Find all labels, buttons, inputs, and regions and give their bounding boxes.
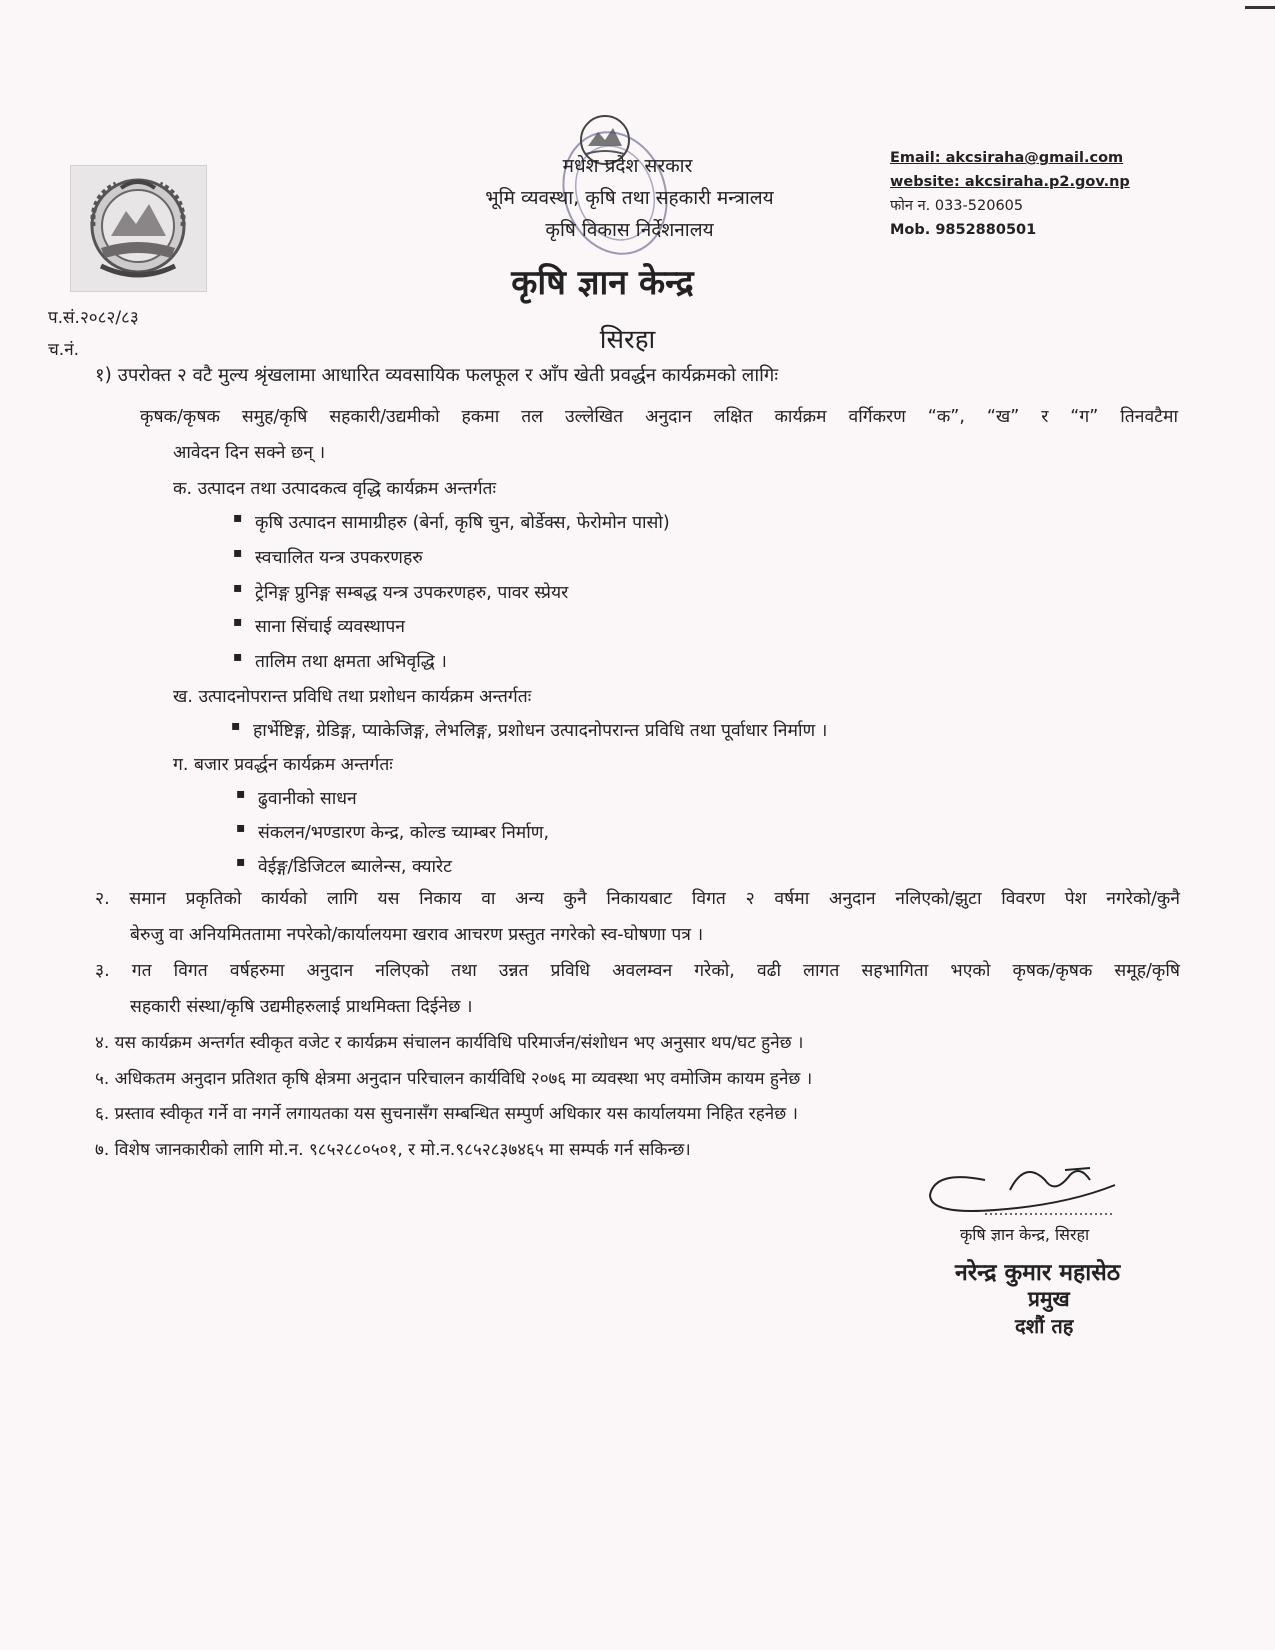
signatory-name: नरेन्द्र कुमार महासेठ <box>955 1260 1121 1286</box>
item-7: ७. विशेष जानकारीको लागि मो.न. ९८५२८८०५०१, र मो.न.९८५२८३७४६५ मा सम्पर्क गर्न सकिन्छ। <box>95 1140 691 1160</box>
list-item: ▪ ढुवानीको साधन <box>258 786 357 810</box>
contact-phone: फोन न. 033-520605 <box>890 198 1024 214</box>
contact-mobile: Mob. 9852880501 <box>890 222 1037 238</box>
section-ka-heading: क. उत्पादन तथा उत्पादकत्व वृद्धि कार्यक्रम अन्तर्गतः <box>173 479 497 499</box>
list-item: ▪ हार्भेष्टिङ्ग, ग्रेडिङ्ग, प्याकेजिङ्ग, लेभलिङ्ग, प्रशोधन उत्पादनोपरान्त प्रविधि तथा पूर्वाधार निर्माण । <box>253 718 827 742</box>
list-item: ▪ वेईङ्ग/डिजिटल ब्यालेन्स, क्यारेट <box>258 854 452 878</box>
item-2-line-1: २. समान प्रकृतिको कार्यको लागि यस निकाय वा अन्य कुनै निकायबाट विगत २ वर्षमा अनुदान नलिएको/झुटा विवरण पेश नगरेको/कुनै <box>95 889 1180 909</box>
intro-line-1: कृषक/कृषक समुह/कृषि सहकारी/उद्यमीको हकमा तल उल्लेखित अनुदान लक्षित कार्यक्रम वर्गिकरण “क”, “ख” र “ग” तिनवटैमा <box>140 407 1178 427</box>
list-item: ▪ तालिम तथा क्षमता अभिवृद्धि । <box>255 649 447 673</box>
list-item: ▪ ट्रेनिङ्ग प्रुनिङ्ग सम्बद्ध यन्त्र उपकरणहरु, पावर स्प्रेयर <box>255 580 568 604</box>
section-ga-heading: ग. बजार प्रवर्द्धन कार्यक्रम अन्तर्गतः <box>173 755 393 775</box>
handwritten-signature-icon <box>915 1150 1155 1220</box>
section-kha-heading: ख. उत्पादनोपरान्त प्रविधि तथा प्रशोधन कार्यक्रम अन्तर्गतः <box>173 687 532 707</box>
item-4: ४. यस कार्यक्रम अन्तर्गत स्वीकृत वजेट र कार्यक्रम संचालन कार्यविधि परिमार्जन/संशोधन भए अनुसार थप/घट हुनेछ । <box>95 1033 804 1053</box>
office-title: कृषि ज्ञान केन्द्र <box>511 263 694 303</box>
list-item: ▪ कृषि उत्पादन सामाग्रीहरु (बेर्ना, कृषि चुन, बोर्डेक्स, फेरोमोन पासो) <box>255 510 670 534</box>
signature-office: कृषि ज्ञान केन्द्र, सिरहा <box>960 1225 1090 1244</box>
item-5: ५. अधिकतम अनुदान प्रतिशत कृषि क्षेत्रमा अनुदान परिचालन कार्यविधि २०७६ मा व्यवस्था भए वमोजिम कायम हुनेछ । <box>95 1069 813 1089</box>
item-1-heading: १) उपरोक्त २ वटै मुल्य श्रृंखलामा आधारित व्यवसायिक फलफूल र आँप खेती प्रवर्द्धन कार्यक्रमको लागिः <box>95 365 779 386</box>
directorate-name: कृषि विकास निर्देशनालय <box>545 219 714 241</box>
signatory-title: प्रमुख <box>1028 1287 1070 1311</box>
letter-number: प.सं.२०८२/८३ <box>48 308 139 328</box>
office-district: सिरहा <box>599 325 656 355</box>
contact-website: website: akcsiraha.p2.gov.np <box>890 174 1130 190</box>
list-item: ▪ साना सिंचाई व्यवस्थापन <box>255 614 405 638</box>
scan-edge-mark <box>1245 6 1275 9</box>
signatory-level: दशौं तह <box>1015 1314 1074 1338</box>
list-item: ▪ संकलन/भण्डारण केन्द्र, कोल्ड च्याम्बर निर्माण, <box>258 820 549 844</box>
province-government: मधेश प्रदेश सरकार <box>562 155 693 177</box>
item-6: ६. प्रस्ताव स्वीकृत गर्ने वा नगर्ने लगायतका यस सुचनासँग सम्बन्धित सम्पुर्ण अधिकार यस कार्यालयमा निहित रहनेछ । <box>95 1104 798 1124</box>
contact-email: Email: akcsiraha@gmail.com <box>890 150 1124 166</box>
item-2-line-2: बेरुजु वा अनियमिततामा नपरेको/कार्यालयमा खराव आचरण प्रस्तुत नगरेको स्व-घोषणा पत्र । <box>130 925 704 945</box>
item-3-line-2: सहकारी संस्था/कृषि उद्यमीहरुलाई प्राथमिक्ता दिईनेछ । <box>130 997 473 1017</box>
item-3-line-1: ३. गत विगत वर्षहरुमा अनुदान नलिएको तथा उन्नत प्रविधि अवलम्वन गरेको, वढी लागत सहभागिता भएको कृषक/कृषक समूह/कृषि <box>95 961 1180 981</box>
list-item: ▪ स्वचालित यन्त्र उपकरणहरु <box>255 545 423 569</box>
dispatch-number: च.नं. <box>48 340 80 360</box>
contact-block <box>890 146 1130 242</box>
intro-line-2: आवेदन दिन सक्ने छन् । <box>173 443 326 463</box>
ministry-name: भूमि व्यवस्था, कृषि तथा सहकारी मन्त्रालय <box>485 187 774 209</box>
